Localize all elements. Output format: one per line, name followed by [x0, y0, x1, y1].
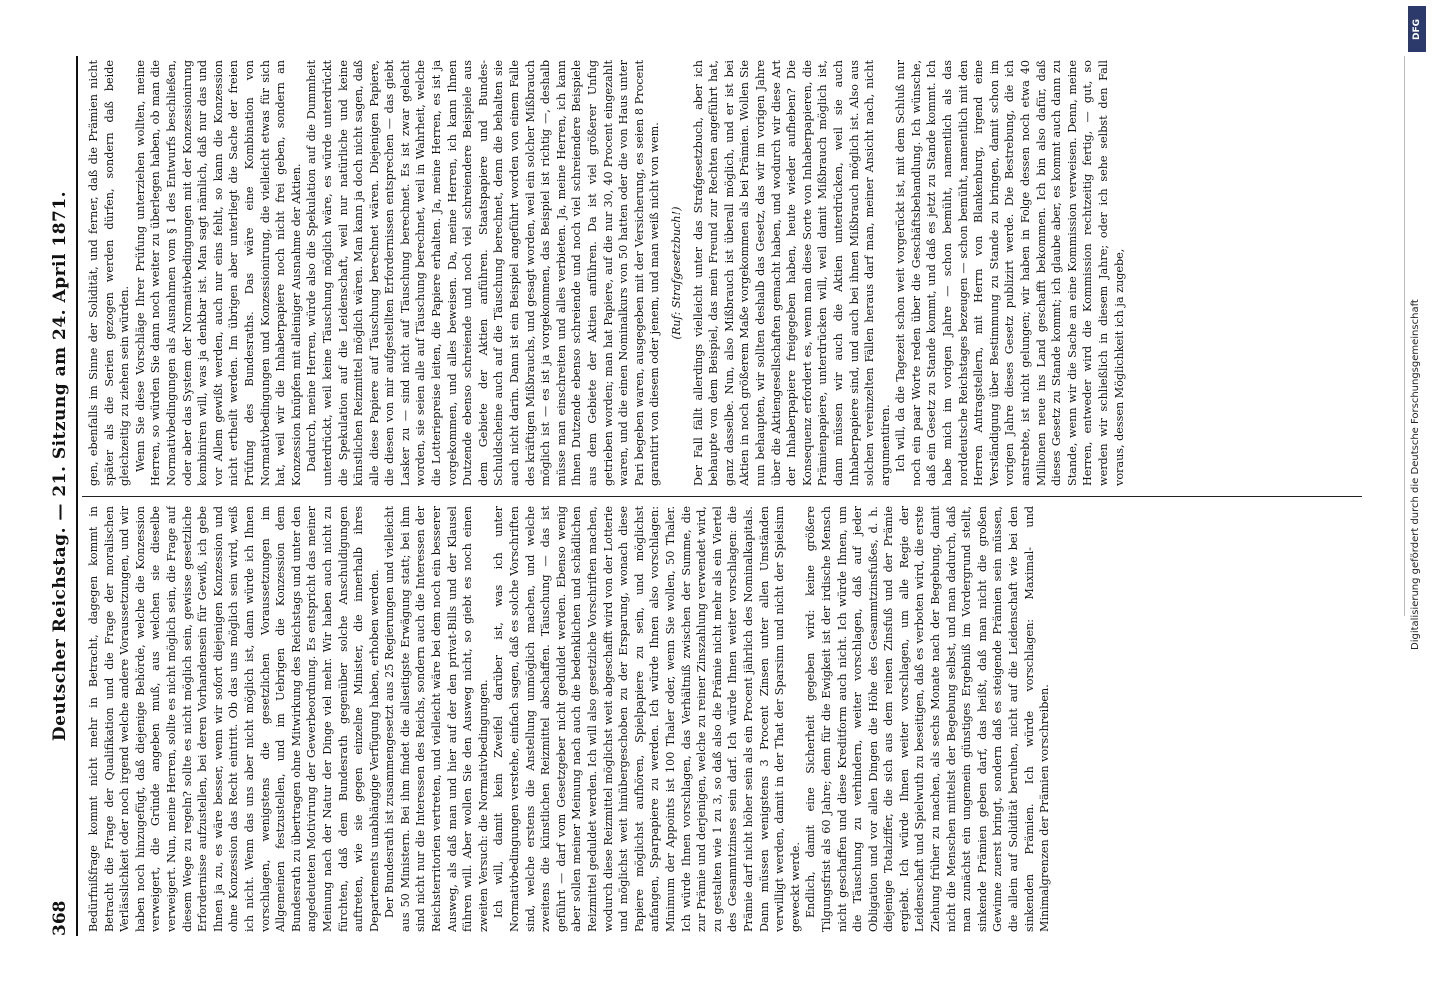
credit-rule — [1404, 56, 1405, 616]
digitization-credit: Digitalisierung gefördert durch die Deutsche Forschungsgemeinschaft — [1410, 299, 1421, 650]
column-divider — [82, 496, 1362, 497]
dfg-logo: DFG — [1408, 6, 1426, 52]
left-column — [86, 506, 1366, 932]
paragraph: Ich will, damit kein Zweifel darüber ist, was ich unter Normativbedingungen verstehe, einfach sagen, daß es solche Vorschriften sind, welche erstens die Anstellung unmöglich machen, und welche zweitens die künstlichen Reizmittel abschaffen. Täuschung — das ist geführt — darf vom Gesetzgeber nicht geduldet werden. Ebenso wenig aber sollen meiner Meinung nach auch die bedenklichen und schädlichen Reizmittel geduldet werden. Ich will also gesetzliche Vorschriften machen, wodurch diese Reizmittel möglichst weit abgeschafft wird von der Lotterie und möglichst weit hinübergeschoben zu der Ersparung, wonach diese Papiere möglichst aufhören, Spielpapiere zu sein, und möglichst anfangen, Sparpapiere zu werden. Ich würde Ihnen also vorschlagen: Minimum der Appoints ist 100 Thaler oder, wenn Sie wollen, 50 Thaler. Ich würde Ihnen vorschlagen, das Verhältniß zwischen der Summe, die zur Prämie und derjenigen, welche zu reiner Zinszahlung verwendet wird, zu gestalten wie 1 zu 3, so daß also die Prämie nicht mehr als ein Viertel des Gesammtzinses sein darf. Ich würde Ihnen weiter vorschlagen: die Prämie darf nicht höher sein als ein Procent jährlich des Nominalkapitals. Dann müssen wenigstens 3 Procent Zinsen unter allen Umständen verwilligt werden, damit in der That der Sparsinn und nicht der Spielsinn geweckt werde. — [492, 506, 802, 932]
header-rule — [76, 56, 78, 936]
interjection: (Ruf: Strafgesetzbuch!) — [669, 206, 683, 340]
right-column — [86, 60, 1366, 486]
paragraph: Ich will, da die Tagezeit schon weit vorgerückt ist, mit dem Schluß nur noch ein paar Worte reden über die Geschäftsbehandlung. Ich wünsche, daß ein Gesetz zu Stande kommt, und daß es jetzt zu Stande kommt. Ich habe mich im vorigen Jahre — schon bemüht, namentlich als das norddeutsche Reichstages bezeugen — schon bemüht, namentlich mit den Herren Antragstellern, mit Herrn von Blankenburg, irgend eine Verständigung über Bestimmung zu Stande zu bringen, damit schon im vorigen Jahre dieses Gesetz publizirt werde. Die Bestrebung, die ich anstrebte, ist nicht gelungen; wir haben in Folge dessen noch etwa 40 Millionen neue ins Land geschafft bekommen. Ich bin also dafür, daß dieses Gesetz zu Stande kommt; ich glaube aber, es kommt auch dann zu Stande, wenn wir die Sache an eine Kommission verweisen. Denn, meine Herren, entweder wird die Kommission rechtzeitig fertig, — gut, so werden wir schließlich in diesem Jahre; oder ich sehe selbst den Fall voraus, dessen Möglichkeit ich ja zugebe, — [894, 60, 1126, 486]
paragraph: Wenn Sie diese Vorschläge Ihrer Prüfung unterziehen wollten, meine Herren, so würden Sie dann noch weiter zu überlegen haben, ob man die Normativbedingungen als Ausnahmen vom § 1 des Entwurfs beschließen, oder aber das System der Normativbedingungen mit der Konzessionirung kombiniren will, was ja denkbar ist. Man sagt nämlich, daß nur das und vor Allem gewißt werden, auch nur eins fehlt, so kann die Konzession nicht ertheilt werden. Im übrigen aber unterliegt die Sache der freien Prüfung des Bundesraths. Das wäre eine Kombination von Normativbedingungen und Konzessionirung, die vielleicht etwas für sich hat, weil wir die Inhaberpapiere noch nicht frei geben, sondern an Konzession knüpfen mit alleiniger Ausnahme der Aktien. — [133, 60, 303, 486]
paragraph: gen, ebenfalls im Sinne der Solidität, und ferner, daß die Prämien nicht später als die Serien gezogen werden dürfen, sondern daß beide gleichzeitig zu ziehen sein würden. — [87, 60, 132, 486]
paragraph: Der Bundesrath ist zusammengesetzt aus 25 Regierungen und vielleicht aus 50 Ministern. Bei ihm findet die allseitigste Erwägung statt; bei ihm sind nicht nur die Interessen des Reichs, sondern auch die Interessen der Reichsterritorien vertreten, und vielleicht wäre bei dem noch ein besserer Ausweg, als daß man und hier auf der den privat-Bills und der Klausel führen will. Aber wollen Sie den Ausweg nicht, so giebt es noch einen zweiten Versuch: die Normativbedingungen. — [383, 506, 490, 932]
paragraph: Dadurch, meine Herren, würde also die Spekulation auf die Dummheit unterdrückt, weil keine Täuschung möglich wäre, es würde unterdrückt die Spekulation auf die Leidenschaft, weil nur natürliche und keine künstlichen Reizmittel möglich wären. Man kann ja doch nicht sagen, daß alle diese Papiere auf Täuschung berechnet wären. Diejenigen Papiere, die diesen von mir aufgestellten Erfordernissen entsprechen — das giebt Lasker zu — sind nicht auf Täuschung berechnet. Es ist zwar gelacht worden, sie seien alle auf Täuschung berechnet, weil in Wahrheit, welche die Lotteriepreise leiten, die Papiere erhalten. Ja, meine Herren, es ist ja vorgekommen, und alles beweisen. Da, meine Herren, ich kann Ihnen Dutzende ebenso schreiende und noch viel schreiendere Beispiele aus dem Gebiete der Aktien anführen. Staatspapiere und Bundes-Schuldscheine auch auf die Täuschung berechnet, denn die behalten sie auch nicht darin. Dann ist ein Beispiel angeführt worden von einem Falle des kräftigen Mißbrauchs, und gesagt worden, weil ein solcher Mißbrauch möglich ist — es ist ja vorgekommen, das Beispiel ist richtig —, deshalb müsse man einschreiten und alles verbieten. Ja, meine Herren, ich kann Ihnen Dutzende ebenso schreiende und noch viel schreiendere Beispiele aus dem Gebiete der Aktien anführen. Da ist viel größerer Unfug getrieben worden; man hat Papiere, auf die nur 30, 40 Procent eingezahlt waren, und die einen Nominalkurs von 50 hatten oder die von Haus unter Pari begeben waren, ausgegeben mit der Versicherung, es seien 8 Procent garantirt von diesem oder jenem, und man weiß nicht von wem. — [305, 60, 662, 486]
paragraph: Bedürfnißfrage kommt nicht mehr in Betracht, dagegen kommt in Betracht die Frage der Qualifikation und die Frage der moralischen Verlässlichkeit oder noch irgend welche andere Voraussetzungen, und wir haben noch hinzugefügt, daß diejenige Behörde, welche die Konzession verweigert, die Gründe angeben muß, aus welchen sie dieselbe verweigert. Nun, meine Herren, sollte es nicht möglich sein, die Frage auf diesem Wege zu regeln? sollte es nicht möglich sein, gewisse gesetzliche Erfordernisse aufzustellen, bei deren Vorhandensein für Gewiß, ich gebe Ihnen ja zu, es wäre besser, wenn wir sofort diejenigen Konzession und ohne Konzession das Recht eintritt. Ob das uns möglich sein wird, weiß ich nicht. Wenn das uns aber nicht möglich ist, dann würde ich Ihnen vorschlagen, wenigstens die gesetzlichen Voraussetzungen im Allgemeinen festzustellen, und im Uebrigen die Konzession dem Bundesrath zu übertragen ohne Mitwirkung des Reichstags und unter den angedeuteten Motivirung der Gewerbeordnung. Es entspricht das meiner Meinung nach der Natur der Dinge viel mehr. Wir haben auch nicht zu fürchten, daß dem Bundesrath gegenüber solche Anschuldigungen auftreten, wie sie gegen einzelne Minister, die innerhalb ihres Departements unabhängige Verfügung haben, erhoben werden. — [87, 506, 381, 932]
running-head: Deutscher Reichstag. — 21. Sitzung am 24. April 1871. — [50, 190, 70, 742]
paragraph: Der Fall fällt allerdings vielleicht unter das Strafgesetzbuch, aber ich behaupte von dem Beispiel, das mein Freund zur Rechten angeführt hat, ganz dasselbe. Nun, also Mißbrauch ist überall möglich, und er ist bei Aktien in noch größerem Maße vorgekommen als bei Prämien. Wollen Sie nun behaupten, wir sollten deshalb das Gesetz, das wir im vorigen Jahre über die Aktiengesellschaften gemacht haben, und wodurch wir diese Art der Inhaberpapiere freigegeben haben, heute wieder aufheben? Die Konsequenz erfordert es, wenn man diese Sorte von Inhaberpapieren, die Prämienpapiere, unterdrücken will, weil damit Mißbrauch möglich ist, dann müssen wir auch die Aktien unterdrücken, weil sie auch Inhaberpapiere sind, und auch bei ihnen Mißbrauch möglich ist. Also aus solchen vereinzelten Fällen heraus darf man, meiner Ansicht nach, nicht argumentiren. — [691, 60, 892, 486]
page-header — [48, 56, 72, 936]
paragraph: Endlich, damit eine Sicherheit gegeben wird: keine größere Tilgungsfrist als 60 Jahre; denn für die Ewigkeit ist der irdische Mensch nicht geschaffen und diese Kreditform auch nicht. Ich würde Ihnen, um die Täuschung zu verhindern, weiter vorschlagen, daß auf jeder Obligation und vor allen Dingen die Höhe des Gesammtzinsfußes, d. h. diejenige Totalziffer, die sich aus dem reinen Zinsfuß und der Prämie ergiebt. Ich würde Ihnen weiter vorschlagen, um alle Regie der Leidenschaft und Spielwuth zu beseitigen, daß es verboten wird, die erste Ziehung früher zu machen, als sechs Monate nach der Begebung, damit nicht die Menschen mittelst der Begebung selbst, und man dadurch, daß man zunächst ein ungemein günstiges Ergebniß im Vordergrund stellt, sinkende Prämien geben darf, das heißt, daß man nicht die großen Gewinne zuerst bringt, sondern daß es steigende Prämien sein müssen, die allein auf Solidität beruhen, nicht auf die Leidenschaft wie bei den sinkenden Prämien. Ich würde vorschlagen: Maximal- und Minimalgrenzen der Prämien vorschreiben. — [804, 506, 1052, 932]
page-number: 368 — [50, 900, 70, 936]
